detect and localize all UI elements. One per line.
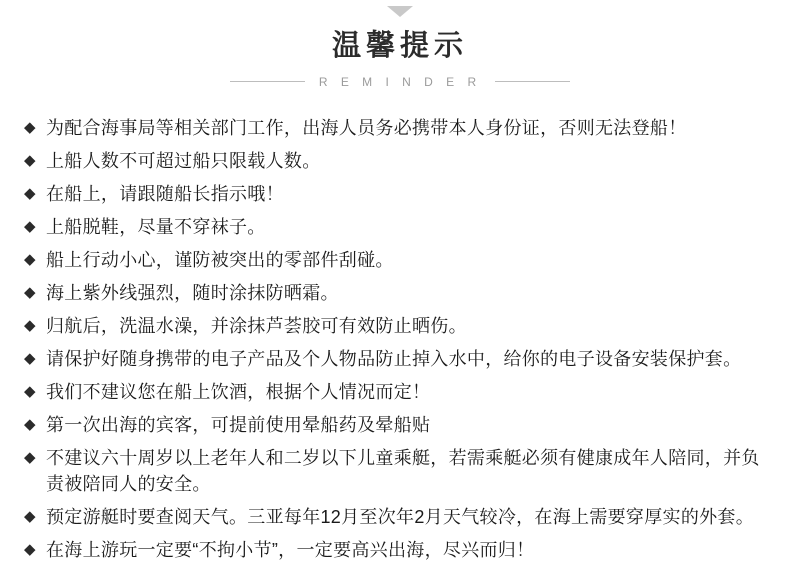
list-item-text: 第一次出海的宾客，可提前使用晕船药及晕船贴 — [46, 414, 431, 435]
list-item-text: 上船人数不可超过船只限载人数。 — [46, 150, 321, 171]
list-item — [24, 537, 766, 563]
reminder-list — [0, 115, 800, 563]
diamond-bullet-icon: ◆ — [24, 507, 36, 525]
list-item-text: 请保护好随身携带的电子产品及个人物品防止掉入水中，给你的电子设备安装保护套。 — [46, 348, 742, 369]
list-item — [24, 247, 766, 273]
divider-right — [495, 81, 570, 82]
divider-left — [230, 81, 305, 82]
list-item-text: 归航后，洗温水澡，并涂抹芦荟胶可有效防止晒伤。 — [46, 315, 467, 336]
diamond-bullet-icon: ◆ — [24, 540, 36, 558]
list-item-text: 预定游艇时要查阅天气。三亚每年12月至次年2月天气较冷，在海上需要穿厚实的外套。 — [46, 506, 755, 527]
diamond-bullet-icon: ◆ — [24, 283, 36, 301]
list-item-text: 在船上，请跟随船长指示哦！ — [46, 183, 284, 204]
diamond-bullet-icon: ◆ — [24, 382, 36, 400]
triangle-down-icon — [387, 6, 413, 17]
diamond-bullet-icon: ◆ — [24, 349, 36, 367]
diamond-bullet-icon: ◆ — [24, 184, 36, 202]
list-item — [24, 412, 766, 438]
list-item-text: 在海上游玩一定要“不拘小节”，一定要高兴出海，尽兴而归！ — [46, 539, 535, 560]
page-title: 温馨提示 — [331, 30, 468, 62]
list-item — [24, 313, 766, 339]
list-item — [24, 504, 766, 530]
list-item — [24, 115, 766, 141]
subtitle-row — [230, 73, 570, 89]
list-item-text: 上船脱鞋，尽量不穿袜子。 — [46, 216, 266, 237]
diamond-bullet-icon: ◆ — [24, 250, 36, 268]
list-item — [24, 214, 766, 240]
list-item-text: 海上紫外线强烈，随时涂抹防晒霜。 — [46, 282, 339, 303]
diamond-bullet-icon: ◆ — [24, 316, 36, 334]
list-item — [24, 346, 766, 372]
diamond-bullet-icon: ◆ — [24, 448, 36, 466]
list-item — [24, 280, 766, 306]
list-item — [24, 148, 766, 174]
diamond-bullet-icon: ◆ — [24, 151, 36, 169]
list-item — [24, 379, 766, 405]
list-item-text: 为配合海事局等相关部门工作，出海人员务必携带本人身份证，否则无法登船！ — [46, 117, 687, 138]
list-item — [24, 445, 766, 497]
list-item — [24, 181, 766, 207]
page-header — [0, 0, 800, 89]
diamond-bullet-icon: ◆ — [24, 217, 36, 235]
diamond-bullet-icon: ◆ — [24, 118, 36, 136]
diamond-bullet-icon: ◆ — [24, 415, 36, 433]
page-subtitle: R E M I N D E R — [318, 74, 482, 89]
list-item-text: 不建议六十周岁以上老年人和二岁以下儿童乘艇，若需乘艇必须有健康成年人陪同，并负责被陪同人的安全。 — [46, 447, 760, 494]
list-item-text: 船上行动小心，谨防被突出的零部件刮碰。 — [46, 249, 394, 270]
list-item-text: 我们不建议您在船上饮酒，根据个人情况而定！ — [46, 381, 431, 402]
